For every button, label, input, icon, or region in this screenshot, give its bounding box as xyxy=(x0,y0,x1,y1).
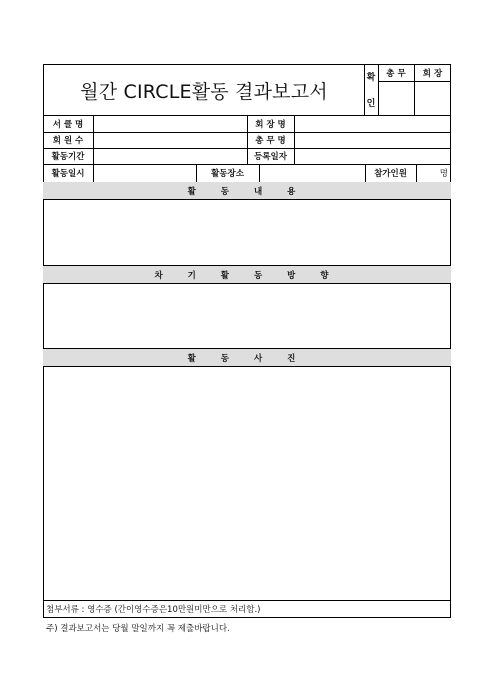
activity-period-label: 활동기간 xyxy=(51,152,85,162)
activity-datetime-label: 활동일시 xyxy=(51,169,85,179)
form-title: 월간 CIRCLE활동 결과보고서 xyxy=(80,80,328,103)
approval-president-header: 회 장 xyxy=(422,68,443,79)
section-header-activity-photos: 활 동 사 진 xyxy=(43,349,451,366)
participant-count-label: 참가인원 xyxy=(374,169,407,179)
footnote: 주) 결과보고서는 당월 말일까지 꼭 제출바랍니다. xyxy=(46,624,230,634)
president-name-label: 회 장 명 xyxy=(255,119,286,130)
activity-content-area[interactable] xyxy=(44,200,450,265)
approval-confirm-label: 인 xyxy=(366,99,376,109)
approval-confirm-label: 확 xyxy=(366,73,376,83)
activity-place-field[interactable] xyxy=(260,165,365,182)
circle-name-field[interactable] xyxy=(94,116,247,132)
treasurer-name-field[interactable] xyxy=(295,133,451,148)
participant-count-field[interactable] xyxy=(417,164,451,182)
registration-date-field[interactable] xyxy=(295,149,451,164)
activity-place-label: 활동장소 xyxy=(211,169,244,179)
treasurer-name-label: 총 무 명 xyxy=(255,136,286,146)
president-name-field[interactable] xyxy=(295,116,451,132)
approval-president-sign-box[interactable] xyxy=(415,82,451,115)
member-count-field[interactable] xyxy=(94,133,247,148)
activity-datetime-field[interactable] xyxy=(94,165,196,182)
activity-period-field[interactable] xyxy=(94,149,247,164)
approval-treasurer-header: 총 무 xyxy=(386,68,406,79)
next-direction-area[interactable] xyxy=(44,284,450,348)
attachment-note: 첨부서류 : 영수증 (간이영수증은10만원미만으로 처리함.) xyxy=(46,605,261,615)
registration-date-label: 등록일자 xyxy=(254,152,287,162)
member-count-label: 회 원 수 xyxy=(52,136,84,146)
section-header-activity-content: 활 동 내 용 xyxy=(43,182,451,199)
activity-photos-area[interactable] xyxy=(44,367,450,600)
circle-name-label: 서 클 명 xyxy=(52,119,84,130)
participant-unit: 명 xyxy=(439,169,448,179)
section-header-next-direction: 차 기 활 동 방 향 xyxy=(43,266,451,283)
approval-treasurer-sign-box[interactable] xyxy=(379,82,414,115)
